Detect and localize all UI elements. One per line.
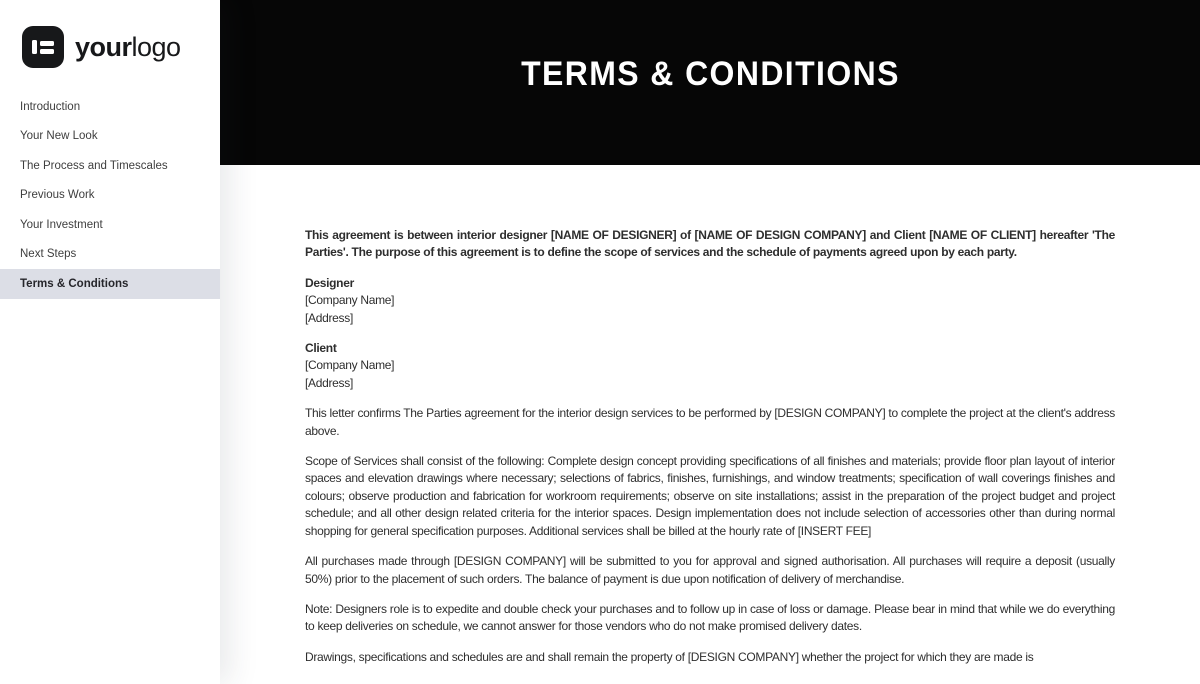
designer-company-placeholder: [Company Name] bbox=[305, 293, 395, 308]
logo-icon-bar-top bbox=[40, 41, 54, 46]
sidebar-item-your-investment[interactable]: Your Investment bbox=[20, 218, 103, 231]
note-paragraph: Note: Designers role is to expedite and double check your purchases and to follow up in case of loss or damage. Please bear in mind that while we do everything to keep deliveries on schedule, we cannot answer for those vendors who do not make promised delivery dates. bbox=[305, 601, 1115, 634]
sidebar-item-the-process-and-timescales[interactable]: The Process and Timescales bbox=[20, 159, 168, 172]
scope-of-services-paragraph: Scope of Services shall consist of the following: Complete design concept providing specifications of all finishes and materials; provide floor plan layout of interior spaces and elevation drawings where necessary; selections of fabrics, finishes, furnishings, and window treatments; specification of wall coverings finishes and colours; observe production and fabrication for workroom requirements; observe on site installations; assist in the preparation of the project budget and project schedule; and all other design related criteria for the interior spaces. Design implementation does not include selection of accessories other than during normal shopping for general specification purposes. Additional services shall be billed at the hourly rate of [INSERT FEE] bbox=[305, 454, 1115, 538]
main-panel bbox=[220, 0, 1200, 684]
logo-icon bbox=[22, 26, 64, 68]
drawings-paragraph: Drawings, specifications and schedules are and shall remain the property of [DESIGN COMPANY] whether the project for which they are made is bbox=[305, 649, 1034, 664]
client-address-placeholder: [Address] bbox=[305, 375, 353, 390]
logo bbox=[0, 0, 220, 68]
sidebar-item-terms-and-conditions[interactable]: Terms & Conditions bbox=[0, 269, 220, 299]
logo-icon-bar-bottom bbox=[40, 49, 54, 54]
client-heading: Client bbox=[305, 341, 337, 356]
sidebar-item-next-steps[interactable]: Next Steps bbox=[20, 248, 77, 261]
sidebar-item-introduction[interactable]: Introduction bbox=[20, 100, 81, 113]
agreement-intro-paragraph: This agreement is between interior designer [NAME OF DESIGNER] of [NAME OF DESIGN COMPANY] and Client [NAME OF CLIENT] hereafter 'The Parties'. The purpose of this agreement is to define the scope of services and the schedule of payments agreed upon by each party. bbox=[305, 228, 1115, 260]
designer-heading: Designer bbox=[305, 275, 354, 290]
logo-icon-bars bbox=[40, 41, 54, 54]
logo-icon-vertical-bar bbox=[32, 40, 37, 54]
designer-address-placeholder: [Address] bbox=[305, 310, 353, 325]
sidebar-nav bbox=[0, 92, 220, 299]
sidebar bbox=[0, 0, 220, 684]
document-content bbox=[220, 165, 1200, 666]
sidebar-item-your-new-look[interactable]: Your New Look bbox=[20, 130, 98, 143]
client-details-block bbox=[305, 340, 1115, 392]
page-banner bbox=[220, 0, 1200, 165]
client-company-placeholder: [Company Name] bbox=[305, 358, 395, 373]
logo-text-light: logo bbox=[131, 31, 181, 62]
letter-confirmation-paragraph: This letter confirms The Parties agreement for the interior design services to be performed by [DESIGN COMPANY] to complete the project at the client's address above. bbox=[305, 406, 1115, 438]
page-title: TERMS & CONDITIONS bbox=[520, 54, 900, 93]
logo-wordmark bbox=[75, 32, 181, 63]
logo-text-bold: your bbox=[75, 31, 132, 62]
purchases-paragraph: All purchases made through [DESIGN COMPANY] will be submitted to you for approval and signed authorisation. All purchases will require a deposit (usually 50%) prior to the placement of such orders. The balance of payment is due upon notification of delivery of merchandise. bbox=[305, 554, 1115, 586]
designer-details-block bbox=[305, 275, 1115, 327]
sidebar-item-previous-work[interactable]: Previous Work bbox=[20, 189, 95, 202]
